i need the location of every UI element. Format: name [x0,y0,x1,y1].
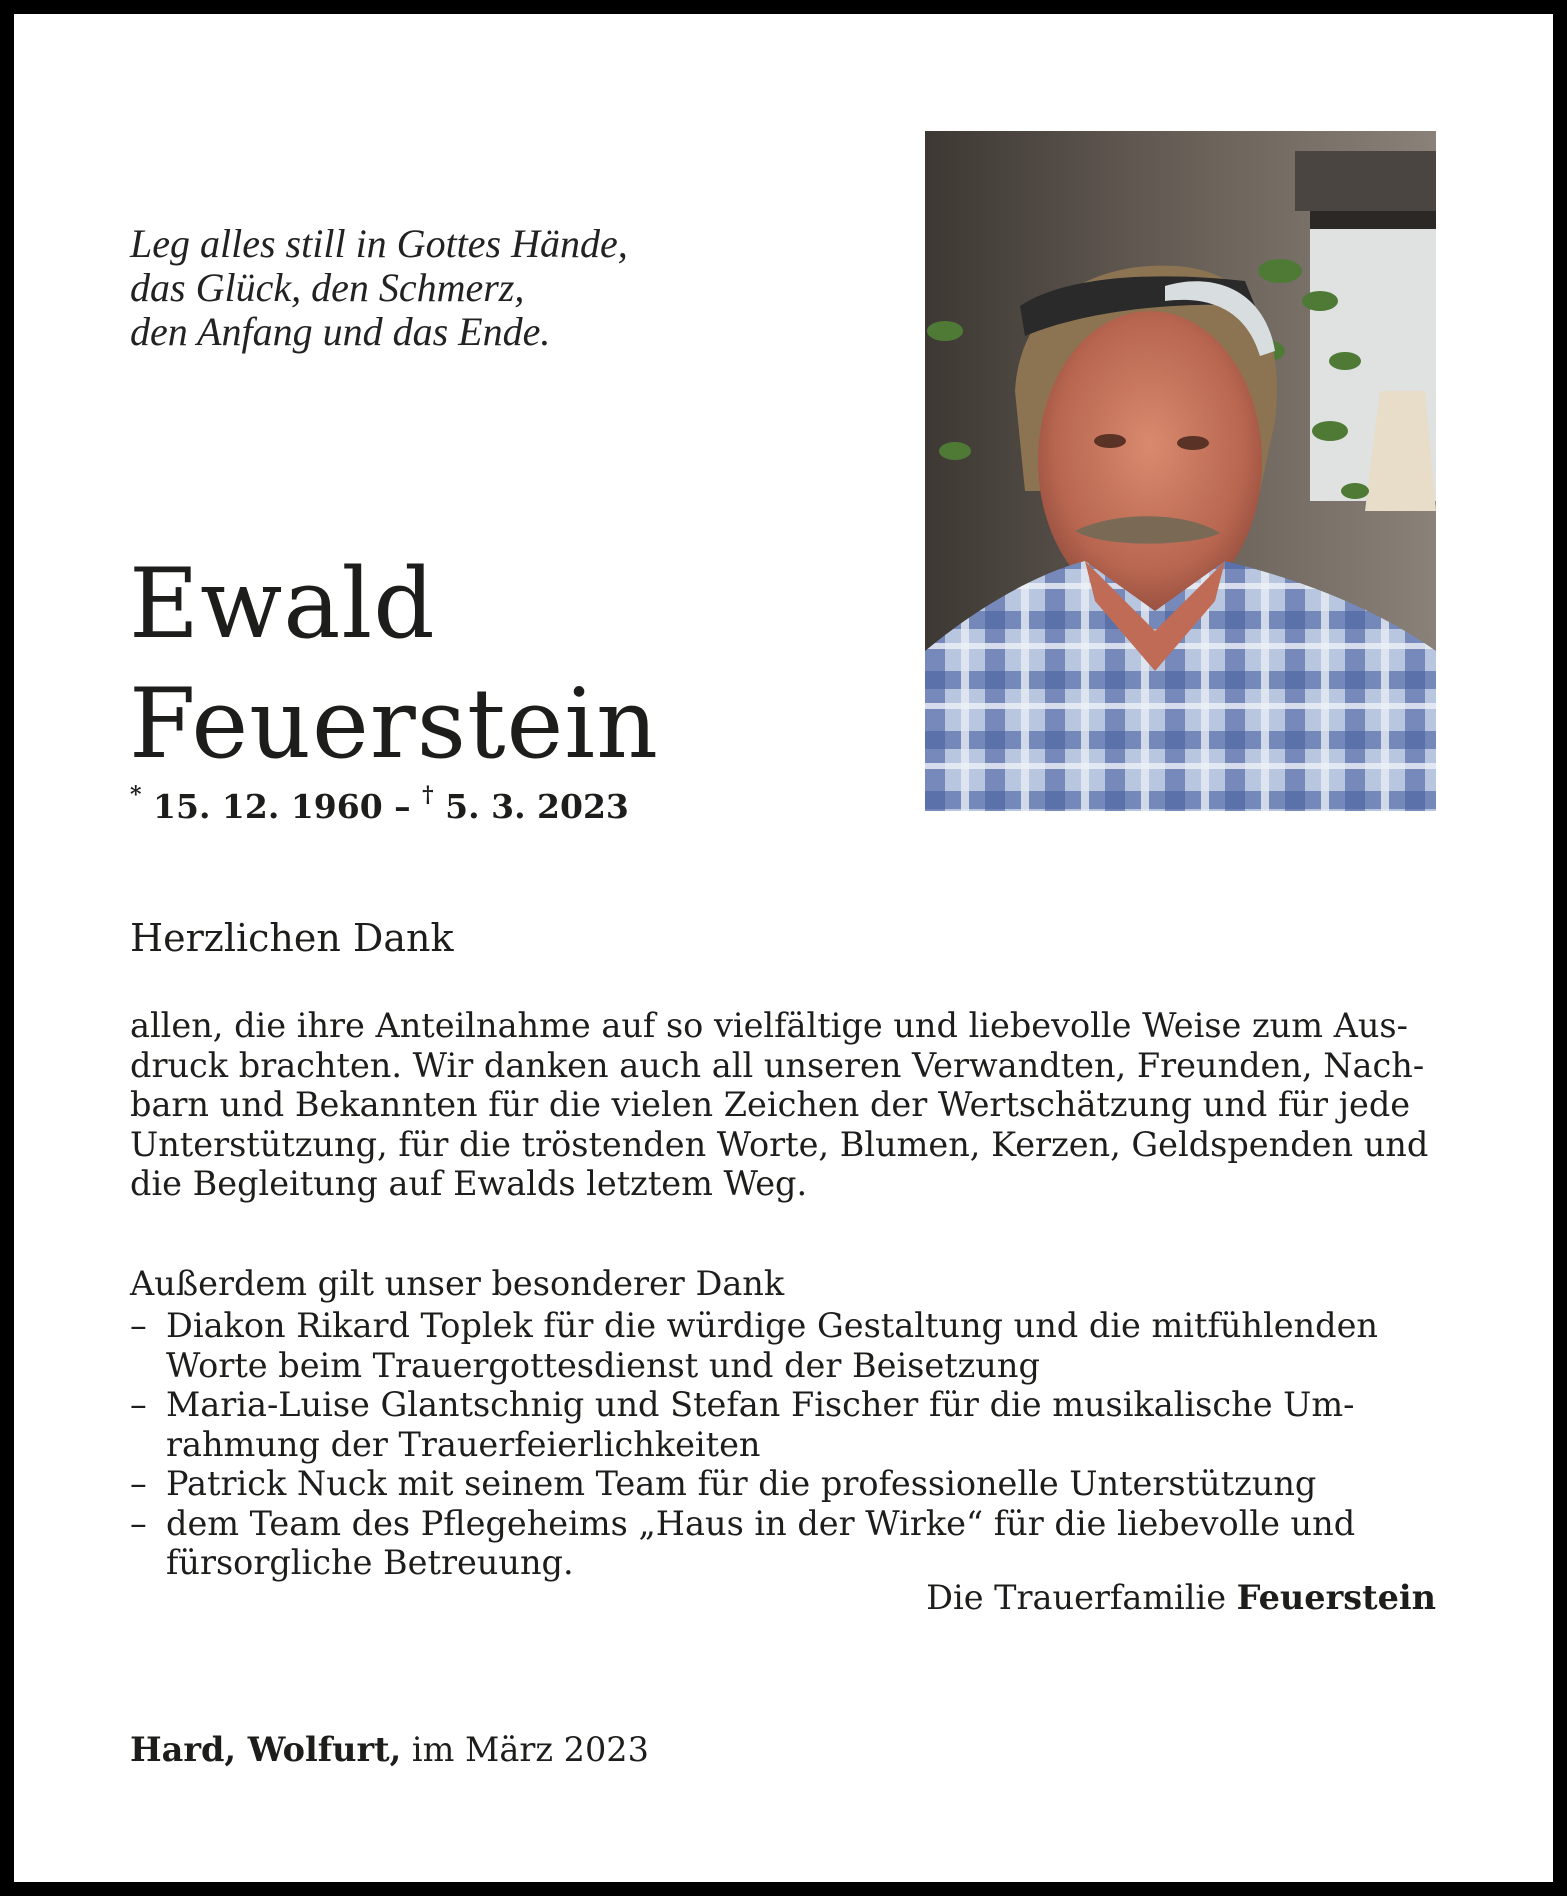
place-and-date [130,1730,649,1769]
list-line: Patrick Nuck mit seinem Team für die professionelle Unterstützung [166,1464,1317,1503]
death-mark: † [422,782,434,808]
list-dash: – [130,1385,147,1424]
list-line: Worte beim Trauergottesdienst und der Beisetzung [166,1345,1040,1385]
list-item [130,1504,1448,1583]
list-dash: – [130,1464,147,1503]
list-item [130,1385,1448,1464]
deceased-name [129,544,659,784]
paragraph-line: Unterstützung, für die tröstenden Worte, Blumen, Kerzen, Geldspenden und [130,1124,1429,1164]
list-dash: – [130,1306,147,1345]
family-name: Feuerstein [1236,1578,1436,1617]
paragraph-line: barn und Bekannten für die vielen Zeichen der Wertschätzung und für jede [130,1085,1411,1124]
motto-verse [130,222,628,354]
paragraph-line: allen, die ihre Anteilnahme auf so vielfältige und liebevolle Weise zum Aus- [130,1006,1408,1045]
last-name: Feuerstein [129,668,659,780]
list-line: fürsorgliche Betreuung. [166,1543,574,1582]
list-line: dem Team des Pflegeheims „Haus in der Wirke“ für die liebevolle und [166,1503,1356,1543]
motto-line: das Glück, den Schmerz, [130,265,525,310]
birth-date: 15. 12. 1960 [153,787,383,826]
portrait-photo [925,131,1436,811]
list-line: Diakon Rikard Toplek für die würdige Gestaltung und die mitfühlenden [166,1306,1378,1345]
family-signoff [926,1578,1436,1617]
obituary-page [14,14,1553,1882]
month-year: im März 2023 [401,1730,649,1769]
birth-mark: * [130,782,142,808]
list-item [130,1306,1448,1385]
motto-line: den Anfang und das Ende. [130,309,551,354]
list-line: rahmung der Trauerfeierlichkeiten [166,1424,761,1464]
first-name: Ewald [129,548,436,660]
locations: Hard, Wolfurt, [130,1730,402,1769]
date-separator: – [382,787,423,826]
list-item [130,1464,1448,1504]
paragraph-line: die Begleitung auf Ewalds letztem Weg. [130,1164,808,1203]
death-date: 5. 3. 2023 [445,787,629,826]
paragraph-line: druck brachten. Wir danken auch all unseren Verwandten, Freunden, Nach- [130,1045,1425,1085]
special-thanks-intro: Außerdem gilt unser besonderer Dank [130,1264,785,1303]
list-dash: – [130,1503,147,1543]
thanks-heading: Herzlichen Dank [130,916,454,960]
signoff-prefix: Die Trauerfamilie [926,1578,1237,1617]
list-line: Maria-Luise Glantschnig und Stefan Fischer für die musikalische Um- [166,1385,1355,1424]
thanks-paragraph [130,1006,1448,1204]
life-dates [130,782,629,826]
motto-line: Leg alles still in Gottes Hände, [130,221,628,266]
thanks-list [130,1306,1448,1583]
